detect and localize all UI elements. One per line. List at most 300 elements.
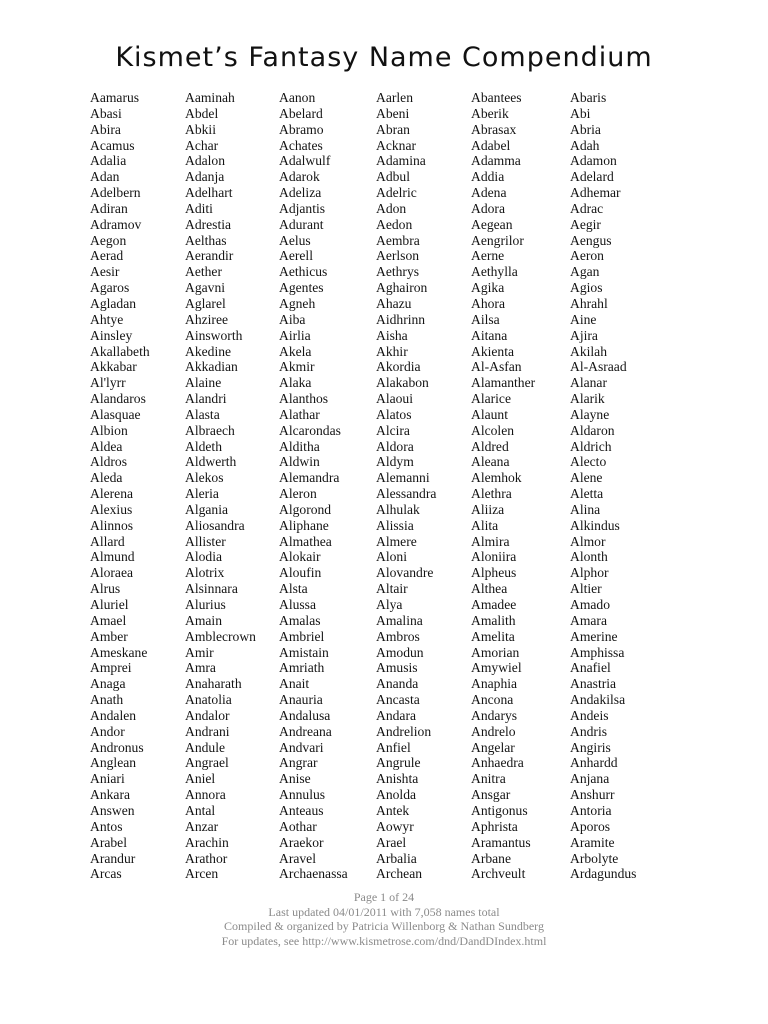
name-entry: Adhemar xyxy=(570,185,621,201)
name-entry: Amprei xyxy=(90,660,132,676)
name-entry: Aothar xyxy=(279,818,317,834)
name-entry: Akhir xyxy=(376,343,408,359)
name-entry: Anzar xyxy=(185,818,219,834)
name-entry: Aethylla xyxy=(471,264,518,280)
name-entry: Aegean xyxy=(471,216,513,232)
name-entry: Alandri xyxy=(185,391,227,407)
name-entry: Adelard xyxy=(570,169,614,185)
name-entry: Aamarus xyxy=(90,90,140,105)
name-entry: Amblecrown xyxy=(185,628,256,644)
name-entry: Aowyr xyxy=(376,818,414,834)
name-entry: Alathar xyxy=(279,406,320,422)
name-entry: Aletta xyxy=(570,486,604,502)
name-entry: Abelard xyxy=(279,105,323,121)
name-entry: Agentes xyxy=(279,280,324,296)
name-entry: Albion xyxy=(90,422,128,438)
name-entry: Ajira xyxy=(570,327,598,343)
name-entry: Alaka xyxy=(279,375,312,391)
name-entry: Adah xyxy=(570,137,600,153)
name-entry: Aleron xyxy=(279,486,317,502)
name-entry: Aramantus xyxy=(471,834,531,850)
name-entry: Akkabar xyxy=(90,359,137,375)
name-entry: Arachin xyxy=(185,834,229,850)
name-entry: Algorond xyxy=(279,501,332,517)
name-entry: Alanthos xyxy=(279,391,329,407)
name-entry: Anitra xyxy=(471,771,506,787)
name-entry: Araekor xyxy=(279,834,324,850)
name-entry: Abdel xyxy=(185,105,219,121)
name-entry: Andronus xyxy=(90,739,144,755)
name-entry: Amywiel xyxy=(471,660,522,676)
name-entry: Aloni xyxy=(376,549,407,565)
name-entry: Aether xyxy=(185,264,222,280)
name-entry: Agladan xyxy=(90,295,137,311)
name-entry: Amodun xyxy=(376,644,424,660)
name-entry: Andalor xyxy=(185,707,230,723)
name-entry: Albraech xyxy=(185,422,235,438)
name-entry: Adelric xyxy=(376,185,417,201)
name-entry: Aldwin xyxy=(279,454,320,470)
name-entry: Andalen xyxy=(90,707,137,723)
name-entry: Alethra xyxy=(471,486,512,502)
name-entry: Aleria xyxy=(185,486,219,502)
name-entry: Alerena xyxy=(90,486,134,502)
name-entry: Almathea xyxy=(279,533,332,549)
name-entry: Andeis xyxy=(570,707,609,723)
name-entry: Angrar xyxy=(279,755,318,771)
name-entry: Amphissa xyxy=(570,644,625,660)
name-entry: Allard xyxy=(90,533,125,549)
name-entry: Andor xyxy=(90,723,125,739)
name-entry: Alinnos xyxy=(90,517,134,533)
name-entry: Agios xyxy=(570,280,603,296)
name-entry: Anshurr xyxy=(570,787,615,803)
name-entry: Airlia xyxy=(279,327,311,343)
name-entry: Aliosandra xyxy=(185,517,245,533)
name-entry: Antek xyxy=(376,802,410,818)
name-entry: Arcas xyxy=(90,866,122,882)
name-entry: Aengrilor xyxy=(471,232,524,248)
name-entry: Alasta xyxy=(185,406,220,422)
name-entry: Archean xyxy=(376,866,423,882)
name-entry: Angrael xyxy=(185,755,229,771)
name-entry: Abran xyxy=(376,121,410,137)
name-entry: Amriath xyxy=(279,660,325,676)
name-entry: Aloniira xyxy=(471,549,517,565)
name-entry: Alemanni xyxy=(376,470,430,486)
name-entry: Ansgar xyxy=(471,787,511,803)
name-entry: Ahtye xyxy=(90,311,124,327)
name-entry: Amusis xyxy=(376,660,418,676)
name-entry: Arbalia xyxy=(376,850,417,866)
name-entry: Ameskane xyxy=(90,644,148,660)
name-entry: Almund xyxy=(90,549,135,565)
name-entry: Abantees xyxy=(471,90,522,105)
name-entry: Adon xyxy=(376,200,407,216)
name-entry: Amber xyxy=(90,628,128,644)
name-entry: Adabel xyxy=(471,137,511,153)
name-entry: Akela xyxy=(279,343,312,359)
name-entry: Amra xyxy=(185,660,216,676)
name-entry: Anise xyxy=(279,771,311,787)
name-entry: Alditha xyxy=(279,438,320,454)
name-entry: Aitana xyxy=(471,327,508,343)
name-entry: Angrule xyxy=(376,755,421,771)
name-entry: Aerlson xyxy=(376,248,420,264)
name-entry: Abrasax xyxy=(471,121,517,137)
name-entry: Alekos xyxy=(185,470,224,486)
name-entry: Aglarel xyxy=(185,295,226,311)
name-entry: Adeliza xyxy=(279,185,322,201)
name-entry: Allister xyxy=(185,533,226,549)
name-entry: Ananda xyxy=(376,676,419,692)
name-entry: Aluriel xyxy=(90,597,129,612)
name-entry: Adrestia xyxy=(185,216,232,232)
name-entry: Aldaron xyxy=(570,422,615,438)
name-entry: Amerine xyxy=(570,628,618,644)
name-entry: Andrelo xyxy=(471,723,516,739)
name-entry: Aniari xyxy=(90,771,125,787)
name-entry: Akordia xyxy=(376,359,421,375)
name-entry: Alsta xyxy=(279,581,308,597)
name-entry: Arcen xyxy=(185,866,219,882)
name-entry: Adora xyxy=(471,200,505,216)
name-entry: Anastria xyxy=(570,676,617,692)
name-entry: Ahora xyxy=(471,295,505,311)
name-entry: Anaphia xyxy=(471,676,518,692)
name-entry: Alissia xyxy=(376,517,414,533)
name-entry: Archveult xyxy=(471,866,526,882)
name-entry: Akallabeth xyxy=(90,343,150,359)
name-column-3 xyxy=(279,90,348,882)
name-entry: Amir xyxy=(185,644,214,660)
name-entry: Aldym xyxy=(376,454,414,470)
name-entry: Aloufin xyxy=(279,565,322,581)
name-entry: Aerell xyxy=(279,248,313,264)
name-entry: Anolda xyxy=(376,787,417,803)
name-entry: Anait xyxy=(279,676,310,692)
name-entry: Aengus xyxy=(570,232,612,248)
name-entry: Andvari xyxy=(279,739,324,755)
name-entry: Adalon xyxy=(185,153,226,169)
name-entry: Alaine xyxy=(185,375,222,391)
name-entry: Alsinnara xyxy=(185,581,238,597)
name-entry: Aethicus xyxy=(279,264,328,280)
name-entry: Anatolia xyxy=(185,692,232,708)
name-entry: Angiris xyxy=(570,739,611,755)
name-entry: Aegon xyxy=(90,232,127,248)
name-entry: Acamus xyxy=(90,137,135,153)
name-entry: Adamon xyxy=(570,153,617,169)
name-entry: Althea xyxy=(471,581,508,597)
name-entry: Aldea xyxy=(90,438,123,454)
name-entry: Ailsa xyxy=(471,311,500,327)
name-entry: Al-Asfan xyxy=(471,359,522,375)
name-entry: Alakabon xyxy=(376,375,429,391)
name-entry: Aine xyxy=(570,311,597,327)
name-entry: Alaoui xyxy=(376,391,413,407)
name-entry: Alonth xyxy=(570,549,608,565)
name-entry: Amael xyxy=(90,612,127,628)
name-entry: Anafiel xyxy=(570,660,611,676)
name-entry: Aldrich xyxy=(570,438,612,454)
name-entry: Aberik xyxy=(471,105,509,121)
name-entry: Alecto xyxy=(570,454,607,470)
name-entry: Anhaedra xyxy=(471,755,524,771)
name-entry: Alaunt xyxy=(471,406,508,422)
name-entry: Anjana xyxy=(570,771,610,787)
name-entry: Alandaros xyxy=(90,391,146,407)
name-entry: Andrani xyxy=(185,723,230,739)
name-entry: Aliiza xyxy=(471,501,505,517)
name-entry: Amalith xyxy=(471,612,516,628)
name-entry: Adena xyxy=(471,185,507,201)
name-entry: Aanon xyxy=(279,90,316,105)
name-entry: Aiba xyxy=(279,311,306,327)
name-entry: Ambriel xyxy=(279,628,325,644)
name-entry: Aravel xyxy=(279,850,316,866)
name-entry: Aditi xyxy=(185,200,213,216)
name-entry: Alarice xyxy=(471,391,511,407)
name-entry: Alcolen xyxy=(471,422,515,438)
name-entry: Answen xyxy=(90,802,135,818)
name-entry: Ahrahl xyxy=(570,295,608,311)
name-entry: Aldwerth xyxy=(185,454,237,470)
name-entry: Abramo xyxy=(279,121,324,137)
name-entry: Alotrix xyxy=(185,565,225,581)
name-entry: Adalia xyxy=(90,153,127,169)
name-entry: Agaros xyxy=(90,280,130,296)
name-entry: Ancasta xyxy=(376,692,420,708)
name-entry: Alcarondas xyxy=(279,422,341,438)
name-entry: Almere xyxy=(376,533,417,549)
name-entry: Anteaus xyxy=(279,802,324,818)
name-entry: Addia xyxy=(471,169,505,185)
name-entry: Adjantis xyxy=(279,200,326,216)
name-entry: Akedine xyxy=(185,343,232,359)
name-entry: Adelhart xyxy=(185,185,233,201)
name-entry: Abasi xyxy=(90,105,122,121)
name-entry: Andakilsa xyxy=(570,692,626,708)
name-entry: Aisha xyxy=(376,327,408,343)
page-footer xyxy=(0,890,768,948)
name-entry: Aethrys xyxy=(376,264,420,280)
name-entry: Acknar xyxy=(376,137,417,153)
name-entry: Akilah xyxy=(570,343,607,359)
name-entry: Adiran xyxy=(90,200,128,216)
name-entry: Aembra xyxy=(376,232,420,248)
name-entry: Aeron xyxy=(570,248,604,264)
name-entry: Arbolyte xyxy=(570,850,619,866)
name-entry: Annora xyxy=(185,787,226,803)
name-entry: Achar xyxy=(185,137,219,153)
name-entry: Alrus xyxy=(90,581,121,597)
name-entry: Aerad xyxy=(90,248,124,264)
name-entry: Aarlen xyxy=(376,90,413,105)
name-entry: Aloraea xyxy=(90,565,134,581)
name-entry: Alessandra xyxy=(376,486,437,502)
name-entry: Anaga xyxy=(90,676,126,692)
name-column-2 xyxy=(185,90,256,882)
name-entry: Aldred xyxy=(471,438,509,454)
name-entry: Abira xyxy=(90,121,121,137)
name-entry: Arathor xyxy=(185,850,228,866)
name-entry: Aelthas xyxy=(185,232,227,248)
name-entry: Ancona xyxy=(471,692,514,708)
name-entry: Alcira xyxy=(376,422,410,438)
name-entry: Andalusa xyxy=(279,707,331,723)
name-entry: Adurant xyxy=(279,216,324,232)
name-entry: Amalas xyxy=(279,612,321,628)
name-entry: Ainsley xyxy=(90,327,133,343)
name-entry: Adelbern xyxy=(90,185,141,201)
name-entry: Almor xyxy=(570,533,606,549)
name-entry: Aegir xyxy=(570,216,601,232)
name-entry: Adan xyxy=(90,169,120,185)
name-entry: Alina xyxy=(570,501,601,517)
updates-url: For updates, see http://www.kismetrose.com/dnd/DandDIndex.html xyxy=(221,933,547,948)
name-entry: Aerne xyxy=(471,248,505,264)
name-entry: Alurius xyxy=(185,597,226,612)
name-entry: Alamanther xyxy=(471,375,536,391)
name-entry: Adarok xyxy=(279,169,320,185)
name-entry: Anfiel xyxy=(376,739,411,755)
name-entry: Alanar xyxy=(570,375,607,391)
name-entry: Amara xyxy=(570,612,607,628)
name-entry: Ankara xyxy=(90,787,131,803)
name-entry: Abaris xyxy=(570,90,607,105)
name-entry: Agika xyxy=(471,280,505,296)
name-entry: Ainsworth xyxy=(185,327,243,343)
name-entry: Alpheus xyxy=(471,565,517,581)
name-entry: Alene xyxy=(570,470,603,486)
name-entry: Aidhrinn xyxy=(376,311,426,327)
name-entry: Anishta xyxy=(376,771,419,787)
name-entry: Adrac xyxy=(570,200,604,216)
name-entry: Alya xyxy=(376,597,403,612)
name-entry: Akmir xyxy=(279,359,315,375)
name-entry: Angelar xyxy=(471,739,515,755)
name-entry: Alita xyxy=(471,517,499,533)
name-entry: Alkindus xyxy=(570,517,620,533)
name-entry: Anglean xyxy=(90,755,137,771)
name-entry: Ambros xyxy=(376,628,420,644)
name-entry: Anauria xyxy=(279,692,323,708)
name-entry: Almira xyxy=(471,533,510,549)
name-entry: Antoria xyxy=(570,802,612,818)
name-entry: Altier xyxy=(570,581,602,597)
name-entry: Alemandra xyxy=(279,470,340,486)
name-entry: Antal xyxy=(185,802,216,818)
name-entry: Andule xyxy=(185,739,226,755)
name-entry: Alemhok xyxy=(471,470,522,486)
name-entry: Aedon xyxy=(376,216,413,232)
name-entry: Akienta xyxy=(471,343,515,359)
name-entry: Alexius xyxy=(90,501,133,517)
name-entry: Adbul xyxy=(376,169,410,185)
name-entry: Amorian xyxy=(471,644,520,660)
name-entry: Alodia xyxy=(185,549,222,565)
name-entry: Alatos xyxy=(376,406,412,422)
name-entry: Aldora xyxy=(376,438,414,454)
credits: Compiled & organized by Patricia Willenborg & Nathan Sundberg xyxy=(224,919,544,933)
name-entry: Andreana xyxy=(279,723,332,739)
name-entry: Ahziree xyxy=(185,311,229,327)
name-entry: Aramite xyxy=(570,834,615,850)
name-entry: Abi xyxy=(570,105,591,121)
name-column-4 xyxy=(376,90,436,882)
name-entry: Alayne xyxy=(570,406,610,422)
name-entry: Abria xyxy=(570,121,601,137)
name-entry: Achates xyxy=(279,137,323,153)
name-entry: Arael xyxy=(376,834,407,850)
name-entry: Andara xyxy=(376,707,417,723)
name-entry: Alovandre xyxy=(376,565,434,581)
name-entry: Archaenassa xyxy=(279,866,348,882)
name-entry: Adamma xyxy=(471,153,521,169)
name-entry: Aphrista xyxy=(471,818,518,834)
name-entry: Adramov xyxy=(90,216,142,232)
name-entry: Agavni xyxy=(185,280,226,296)
name-entry: Amado xyxy=(570,597,611,612)
name-entry: Adalwulf xyxy=(279,153,331,169)
name-entry: Andrelion xyxy=(376,723,432,739)
name-entry: Alhulak xyxy=(376,501,420,517)
name-entry: Aleana xyxy=(471,454,510,470)
name-entry: Aaminah xyxy=(185,90,235,105)
name-entry: Aelus xyxy=(279,232,311,248)
page-title: Kismet’s Fantasy Name Compendium xyxy=(115,42,653,73)
name-entry: Al'lyrr xyxy=(90,375,126,391)
name-entry: Al-Asraad xyxy=(570,359,627,375)
last-updated: Last updated 04/01/2011 with 7,058 names total xyxy=(268,904,500,919)
name-column-1 xyxy=(90,90,150,882)
page-number: Page 1 of 24 xyxy=(353,890,415,904)
name-entry: Agneh xyxy=(279,295,316,311)
name-entry: Aldeth xyxy=(185,438,222,454)
name-entry: Amain xyxy=(185,612,222,628)
name-entry: Aniel xyxy=(185,771,216,787)
name-entry: Antigonus xyxy=(471,802,528,818)
name-entry: Aporos xyxy=(570,818,611,834)
name-entry: Anhardd xyxy=(570,755,618,771)
name-entry: Aliphane xyxy=(279,517,329,533)
name-entry: Algania xyxy=(185,501,229,517)
name-entry: Alokair xyxy=(279,549,321,565)
name-entry: Agan xyxy=(570,264,600,280)
name-entry: Andarys xyxy=(471,707,518,723)
name-entry: Amadee xyxy=(471,597,517,612)
name-entry: Aldros xyxy=(90,454,128,470)
name-entry: Alphor xyxy=(570,565,609,581)
name-entry: Akkadian xyxy=(185,359,238,375)
name-entry: Arabel xyxy=(90,834,127,850)
name-entry: Amistain xyxy=(279,644,329,660)
name-entry: Aesir xyxy=(90,264,120,280)
name-entry: Arandur xyxy=(90,850,136,866)
name-entry: Aleda xyxy=(90,470,123,486)
name-column-5 xyxy=(471,90,535,882)
name-entry: Alasquae xyxy=(90,406,141,422)
name-entry: Annulus xyxy=(279,787,326,803)
name-entry: Adamina xyxy=(376,153,426,169)
name-entry: Amelita xyxy=(471,628,515,644)
name-column-6 xyxy=(570,90,636,882)
name-entry: Aghairon xyxy=(376,280,428,296)
name-entry: Altair xyxy=(376,581,408,597)
name-entry: Alarik xyxy=(570,391,605,407)
name-entry: Antos xyxy=(90,818,123,834)
